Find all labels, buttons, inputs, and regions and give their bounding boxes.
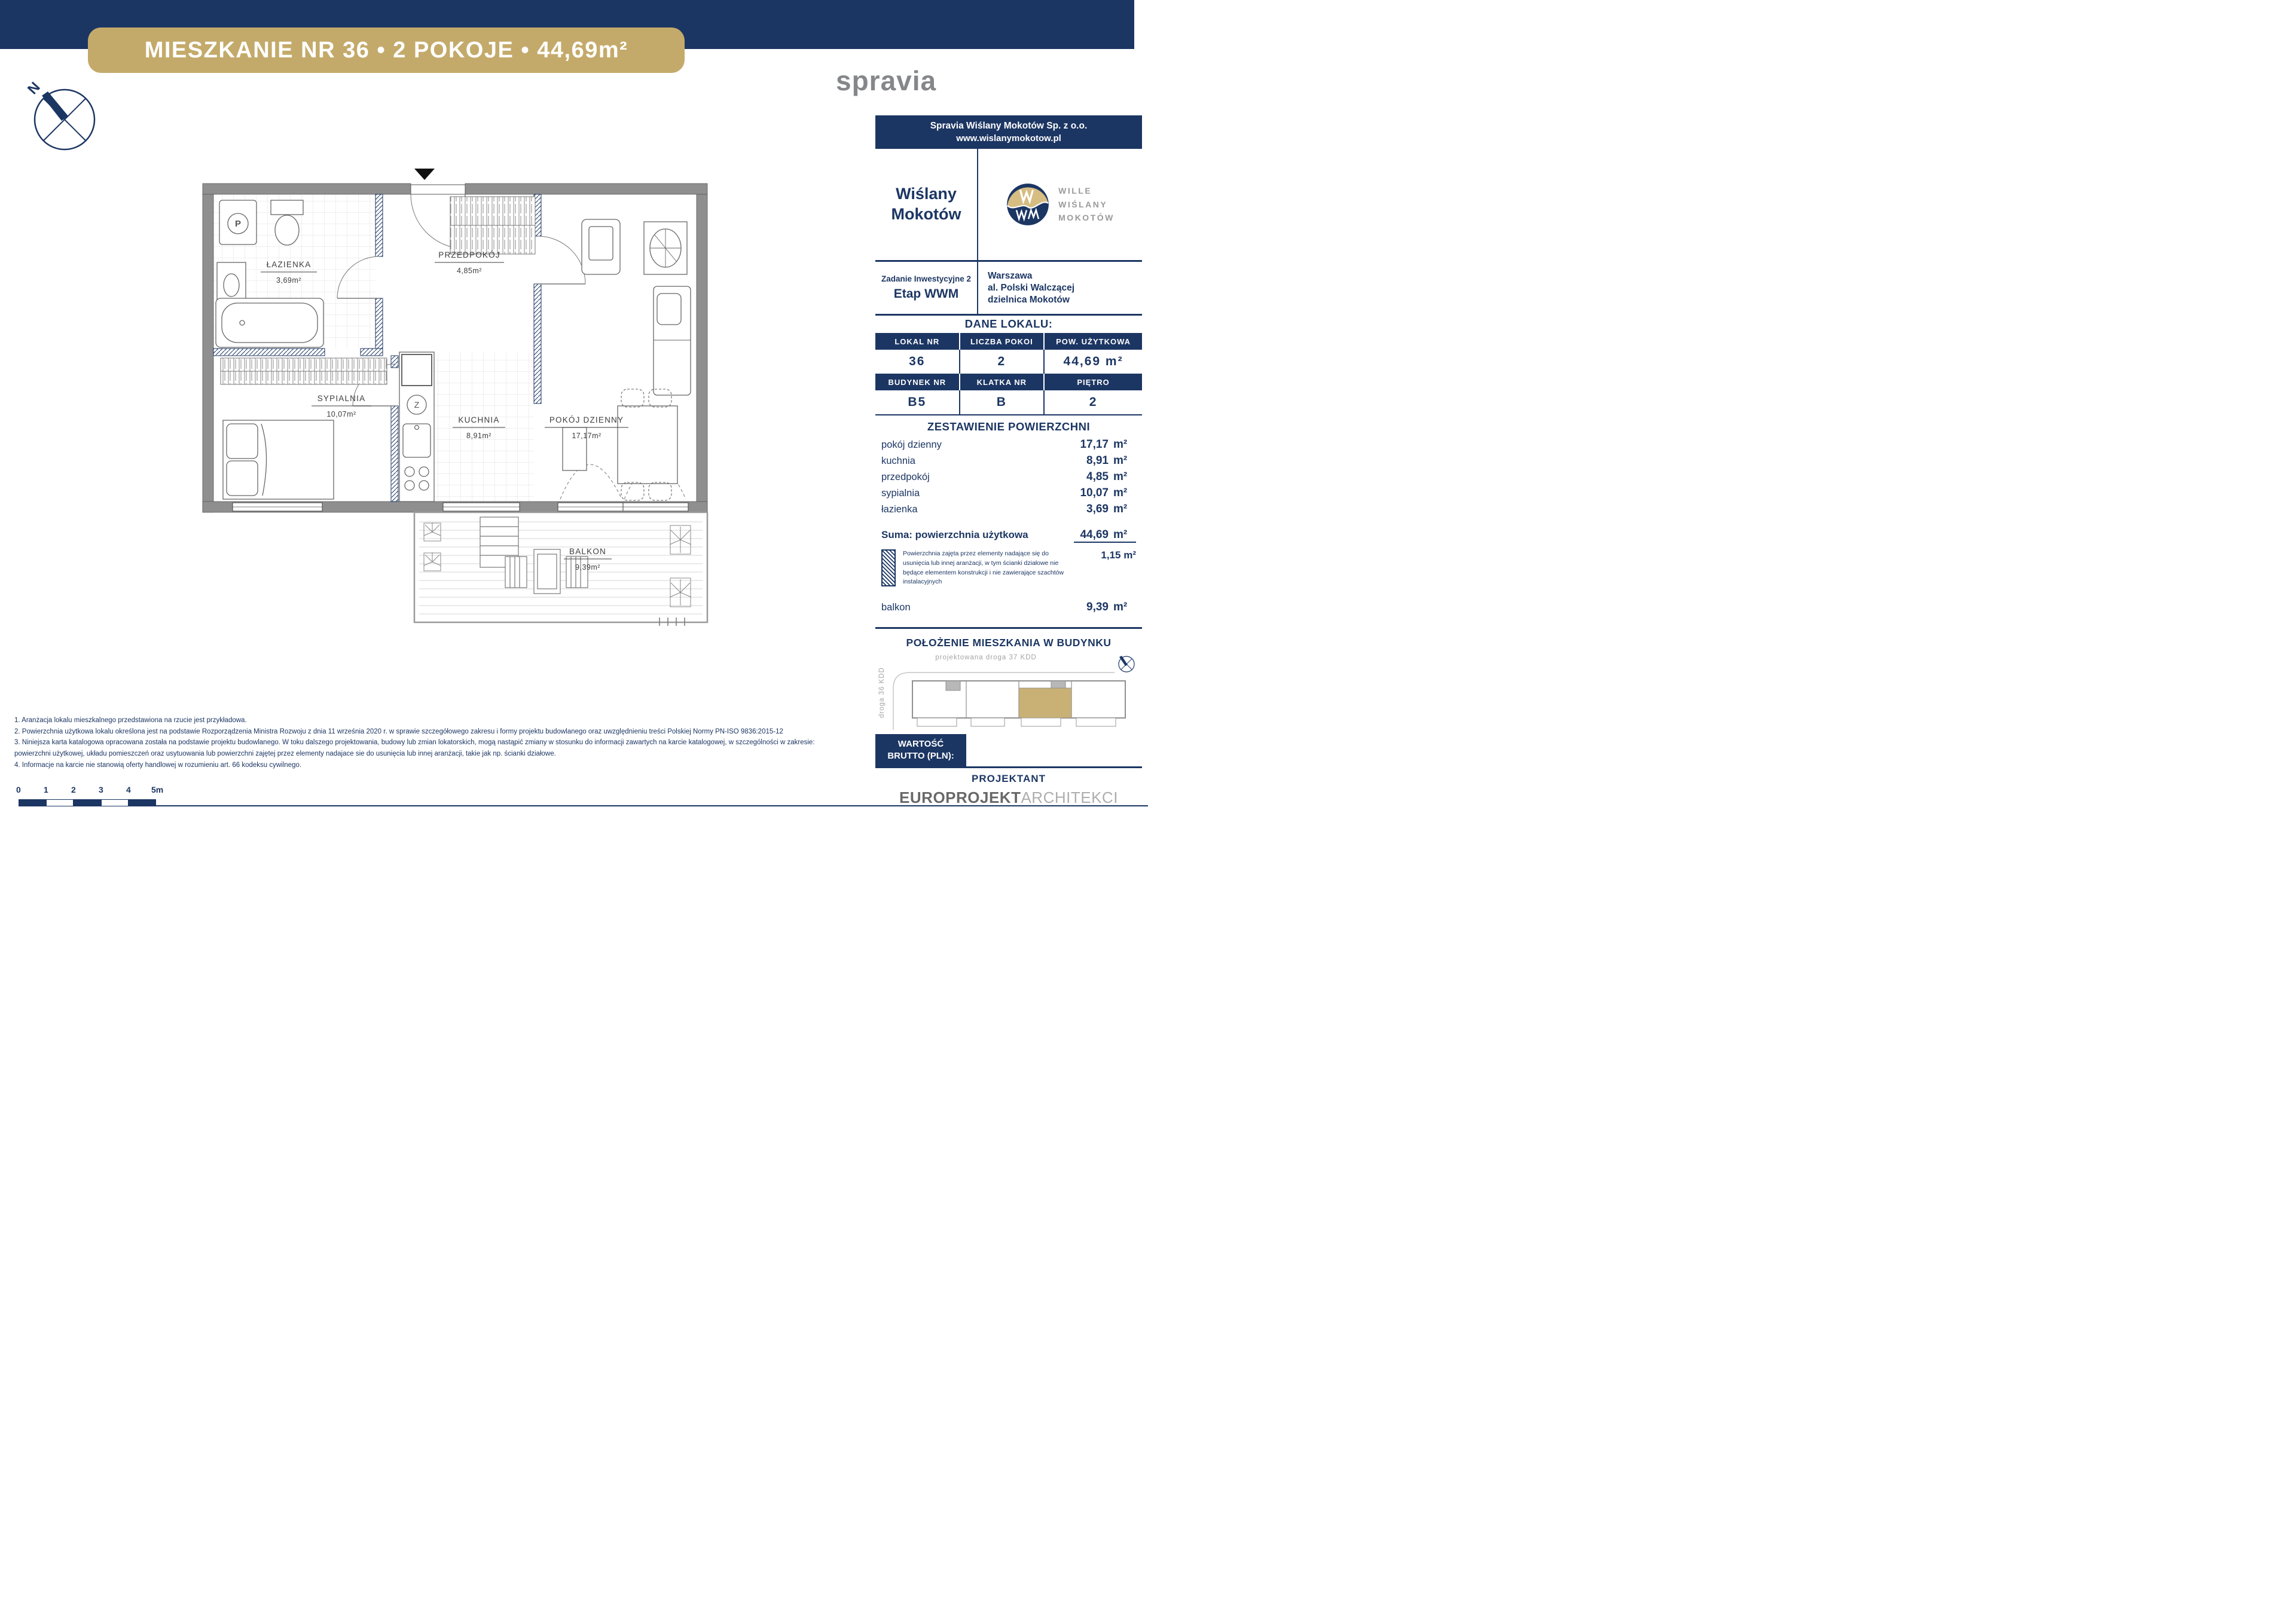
balcony-stub bbox=[971, 718, 1004, 726]
spravia-logo: spravia bbox=[836, 65, 937, 96]
room-area: 17,17m² bbox=[572, 432, 602, 440]
area-row: przedpokój 4,85 m² bbox=[881, 470, 1128, 483]
armchair bbox=[582, 219, 620, 274]
scale-bar bbox=[16, 785, 186, 809]
wwm-logo bbox=[978, 149, 1142, 260]
title-banner bbox=[88, 27, 685, 73]
wwm-logo-icon bbox=[1006, 182, 1050, 227]
hob-burner bbox=[405, 467, 414, 476]
area-row: kuchnia 8,91 m² bbox=[881, 454, 1128, 467]
hatch-note-text: Powierzchnia zajęta przez elementy nadające się do usunięcia lub innej aranżacji, w tym ścianki działowe nie będące elementem konstrukcji i nie zawierające szachtów instalacyjnych bbox=[903, 550, 1064, 586]
table-header: POW. UŻYTKOWA bbox=[1045, 333, 1142, 350]
north-compass-icon bbox=[18, 72, 108, 161]
page-title: MIESZKANIE NR 36 • 2 POKOJE • 44,69m² bbox=[144, 37, 628, 63]
footnote: 1. Aranżacja lokalu mieszkalnego przedstawiona na rzucie jest przykładowa. bbox=[14, 717, 247, 724]
footnote: 3. Niniejsza karta katalogowa opracowana została na podstawie projektu budowlanego. W toku dalszego projektowania, budowy lub zmian lokatorskich, mogą nastąpić zmiany w stosunku do informacji zawartych na karcie katalogowej, w szczególności w zakresie: powierzchni użytkowej, układu pomieszczeń oraz usytuowania lub powierzchni zajętej przez elementy nadajace sie do usunięcia lub innej aranżacji, takie jak np. ścianki działowe. bbox=[14, 739, 815, 757]
investment-row bbox=[875, 262, 1142, 316]
road-left-label: droga 36 KDD bbox=[878, 667, 886, 718]
living-furniture bbox=[563, 219, 691, 484]
balcony-area-row: balkon 9,39 m² bbox=[881, 601, 1128, 613]
hatch-note-value: 1,15 m² bbox=[1101, 549, 1136, 561]
room-area: 10,07m² bbox=[326, 410, 356, 418]
section-divider bbox=[875, 627, 1142, 629]
table-value: B bbox=[960, 390, 1045, 415]
bed bbox=[223, 420, 334, 499]
table-value: 44,69 m² bbox=[1063, 354, 1123, 368]
catalog-card bbox=[0, 0, 1148, 812]
room-area: 8,91m² bbox=[466, 432, 491, 440]
hob-burner bbox=[405, 481, 414, 490]
table-header: BUDYNEK NR bbox=[875, 374, 960, 390]
balcony-chair bbox=[566, 557, 588, 588]
fridge bbox=[402, 354, 432, 386]
room-label: KUCHNIA bbox=[458, 415, 500, 424]
company-name: Spravia Wiślany Mokotów Sp. z o.o. bbox=[930, 121, 1088, 131]
scale-tick-label: 5m bbox=[151, 785, 164, 794]
location-title: POŁOŻENIE MIESZKANIA W BUDYNKU bbox=[906, 637, 1112, 649]
balcony-stub bbox=[1076, 718, 1116, 726]
room-label: BALKON bbox=[569, 547, 606, 556]
room-area: 3,69m² bbox=[276, 276, 301, 285]
footnotes bbox=[14, 715, 850, 771]
table-value: 36 bbox=[875, 350, 960, 374]
scale-tick-label: 3 bbox=[99, 785, 103, 794]
mini-compass-icon bbox=[1119, 656, 1134, 672]
area-sum-row: Suma: powierzchnia użytkowa 44,69 m² bbox=[881, 528, 1128, 541]
footnote: 2. Powierzchnia użytkowa lokalu określona jest na podstawie Rozporządzenia Ministra Rozwoju z dnia 11 września 2020 r. w sprawie szczegółowego zakresu i formy projektu budowlanego oraz uwzględnieniu treści Polskiej Normy PN-ISO 9836:2015-12 bbox=[14, 728, 783, 735]
hatch-swatch-icon bbox=[881, 549, 896, 586]
toilet-bowl bbox=[275, 215, 299, 245]
room-label: SYPIALNIA bbox=[317, 394, 366, 403]
balcony bbox=[414, 512, 707, 626]
table-value: 2 bbox=[1045, 390, 1142, 415]
removable-area-note bbox=[881, 549, 1136, 587]
designer-title: PROJEKTANT bbox=[972, 773, 1046, 784]
hob-burner bbox=[419, 467, 429, 476]
gross-price-field bbox=[966, 734, 1142, 766]
address-cell: Warszawa al. Polski Walczącej dzielnica Mokotów bbox=[988, 270, 1075, 305]
area-row: sypialnia 10,07 m² bbox=[881, 487, 1128, 499]
wwm-logo-text: WILLE WIŚLANY MOKOTÓW bbox=[1058, 186, 1115, 223]
room-area: 9,39m² bbox=[575, 563, 600, 571]
pillow bbox=[227, 461, 258, 496]
area-row: pokój dzienny 17,17 m² bbox=[881, 438, 1128, 451]
building-location-map bbox=[875, 651, 1142, 731]
areas-list bbox=[881, 438, 1136, 542]
kitchen-fixtures bbox=[399, 352, 434, 502]
table-value: 2 bbox=[960, 350, 1045, 374]
room-label: POKÓJ DZIENNY bbox=[549, 415, 624, 424]
gross-price-box bbox=[875, 734, 1142, 768]
dining-table bbox=[618, 406, 677, 484]
room-label: ŁAZIENKA bbox=[266, 260, 312, 269]
floor-plan bbox=[199, 167, 710, 630]
dishwasher-icon: Z bbox=[414, 400, 420, 409]
table-value: B5 bbox=[875, 390, 960, 415]
footnote: 4. Informacje na karcie nie stanowią oferty handlowej w rozumieniu art. 66 kodeksu cywilnego. bbox=[14, 761, 302, 769]
table-header: KLATKA NR bbox=[960, 374, 1045, 390]
area-row: łazienka 3,69 m² bbox=[881, 503, 1128, 515]
unit-data-table bbox=[875, 333, 1142, 415]
balcony-chair bbox=[505, 557, 527, 588]
bathtub bbox=[216, 298, 323, 347]
washer-icon: P bbox=[234, 219, 242, 229]
pillow bbox=[227, 424, 258, 459]
gross-price-label: WARTOŚĆ BRUTTO (PLN): bbox=[875, 734, 966, 766]
scale-tick-label: 1 bbox=[44, 785, 48, 794]
company-website: www.wislanymokotow.pl bbox=[956, 133, 1061, 143]
scale-tick-label: 4 bbox=[126, 785, 131, 794]
investment-task-cell: Zadanie Inwestycyjne 2 Etap WWM bbox=[875, 262, 978, 314]
info-panel bbox=[875, 115, 1142, 809]
table-header: LICZBA POKOI bbox=[960, 333, 1045, 350]
compass-n-label: N bbox=[24, 79, 44, 98]
sofa bbox=[654, 286, 691, 395]
toilet-tank bbox=[271, 200, 303, 215]
stair-core bbox=[946, 681, 960, 690]
room-label: PRZEDPOKÓJ bbox=[438, 250, 500, 259]
room-area: 4,85m² bbox=[457, 267, 482, 275]
project-brand-row bbox=[875, 149, 1142, 262]
highlighted-unit bbox=[1019, 688, 1071, 718]
sum-divider bbox=[1074, 542, 1136, 543]
table-header: LOKAL NR bbox=[875, 333, 960, 350]
footer-rule bbox=[19, 805, 1148, 806]
scale-tick-label: 2 bbox=[71, 785, 76, 794]
dane-lokalu-title: DANE LOKALU: bbox=[964, 317, 1053, 330]
road-top-label: projektowana droga 37 KDD bbox=[935, 654, 1037, 661]
hob-burner bbox=[419, 481, 429, 490]
table-header: PIĘTRO bbox=[1045, 374, 1142, 390]
building-footprint bbox=[912, 681, 1125, 726]
living-door-arc bbox=[538, 236, 585, 284]
entrance-threshold bbox=[411, 185, 465, 194]
balcony-stub bbox=[917, 718, 957, 726]
europrojekt-logo: EUROPROJEKTARCHITEKCI bbox=[899, 788, 1118, 806]
areas-title: ZESTAWIENIE POWIERZCHNI bbox=[927, 420, 1091, 433]
scale-tick-label: 0 bbox=[16, 785, 21, 794]
project-name: Wiślany Mokotów bbox=[875, 149, 978, 260]
entrance-arrow-icon bbox=[414, 169, 435, 180]
balcony-stub bbox=[1021, 718, 1061, 726]
company-box bbox=[875, 115, 1142, 149]
